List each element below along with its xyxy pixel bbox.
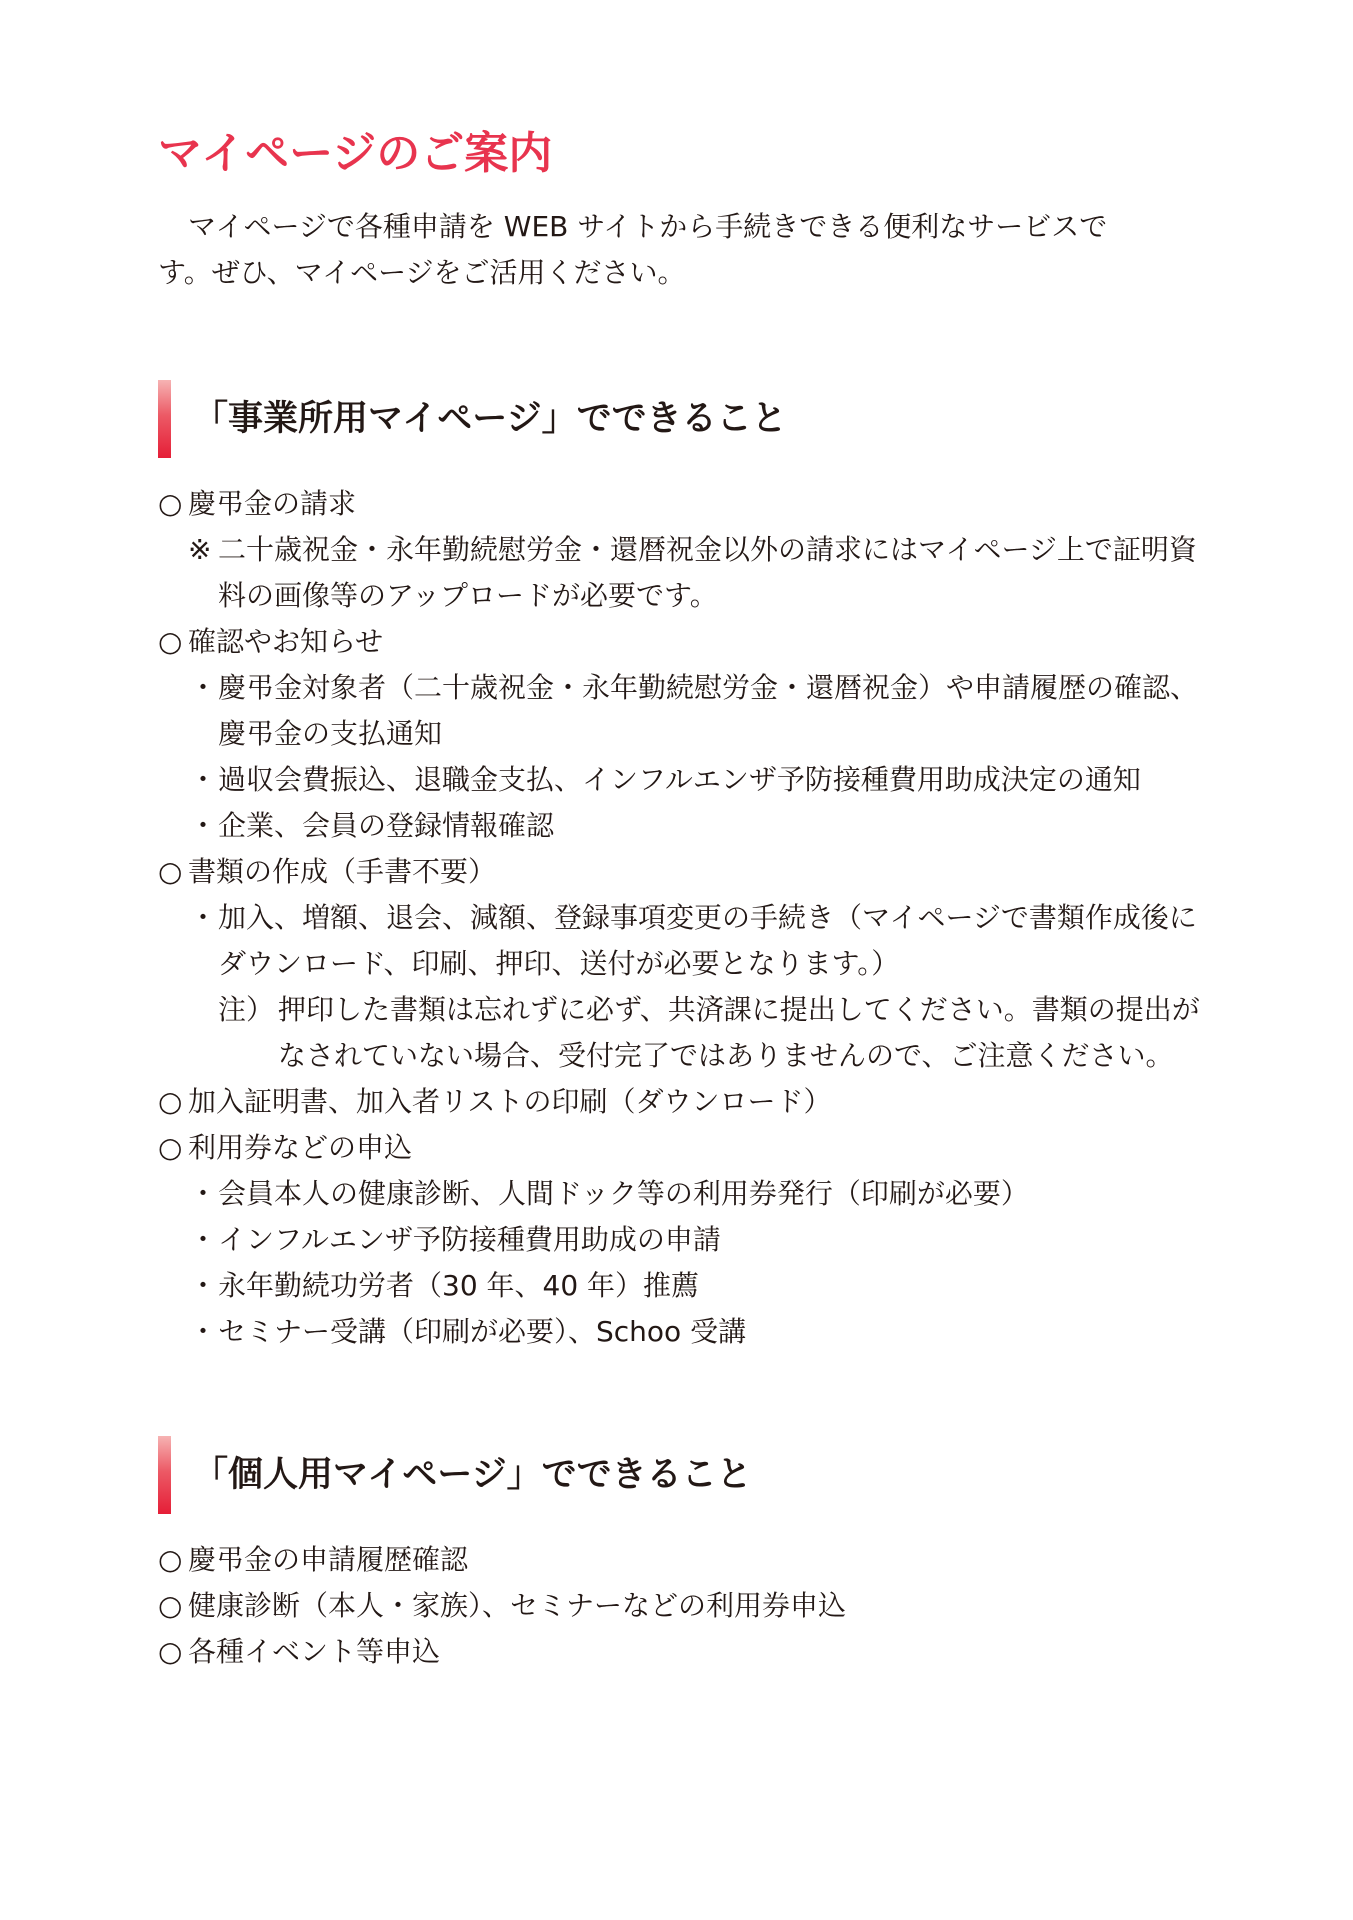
sub-list (158, 895, 1208, 987)
section-heading-label: 「事業所用マイページ」でできること (193, 399, 787, 439)
list-item-text: 書類の作成（手書不要） (188, 855, 497, 888)
list-item-text: 利用券などの申込 (188, 1131, 413, 1164)
sub-item-text: 会員本人の健康診断、人間ドック等の利用券発行（印刷が必要） (218, 1177, 1029, 1210)
sub-list-item (188, 1263, 1208, 1309)
list-item-text: 慶弔金の申請履歴確認 (188, 1543, 469, 1576)
section-heading-label: 「個人用マイページ」でできること (193, 1455, 752, 1495)
section-heading-office (158, 380, 787, 458)
sub-list-item (188, 803, 1208, 849)
dot-bullet-icon: ・ (188, 1177, 217, 1210)
sub-list (158, 665, 1208, 849)
dot-bullet-icon: ・ (188, 1269, 217, 1302)
list-item (158, 1629, 1208, 1675)
list-item (158, 481, 1208, 619)
note-prefix: 注） (218, 993, 275, 1026)
sub-list-item (188, 757, 1208, 803)
sub-item-text: 慶弔金対象者（二十歳祝金・永年勤続慰労金・還暦祝金）や申請履歴の確認、慶弔金の支払通知 (218, 671, 1199, 750)
list-item (158, 619, 1208, 849)
list-item-text: 健康診断（本人・家族）、セミナーなどの利用券申込 (188, 1589, 847, 1622)
circle-bullet-icon: ○ (158, 1543, 183, 1576)
sub-item-text: 過収会費振込、退職金支払、インフルエンザ予防接種費用助成決定の通知 (218, 763, 1141, 796)
list-item (158, 849, 1208, 1079)
sub-item-text: 二十歳祝金・永年勤続慰労金・還暦祝金以外の請求にはマイページ上で証明資料の画像等のアップロードが必要です。 (218, 533, 1197, 612)
dot-bullet-icon: ・ (188, 901, 217, 934)
heading-accent-bar (158, 1436, 171, 1514)
sub-list (158, 527, 1208, 619)
dot-bullet-icon: ・ (188, 1223, 217, 1256)
sub-list-item (188, 1309, 1208, 1355)
circle-bullet-icon: ○ (158, 855, 183, 888)
sub-list-item (188, 527, 1208, 619)
personal-features-list (158, 1537, 1208, 1675)
caution-note (158, 987, 1208, 1079)
dot-bullet-icon: ・ (188, 763, 217, 796)
intro-paragraph (158, 204, 1178, 296)
dot-bullet-icon: ・ (188, 671, 217, 704)
sub-list-item (188, 895, 1208, 987)
intro-line: マイページで各種申請を WEB サイトから手続きできる便利なサービスで (188, 210, 1108, 243)
section-heading-personal (158, 1436, 752, 1514)
list-item (158, 1537, 1208, 1583)
sub-list-item (188, 1171, 1208, 1217)
sub-item-text: インフルエンザ予防接種費用助成の申請 (218, 1223, 721, 1256)
circle-bullet-icon: ○ (158, 1635, 183, 1668)
circle-bullet-icon: ○ (158, 1131, 183, 1164)
note-text: 押印した書類は忘れずに必ず、共済課に提出してください。書類の提出がなされていない場合、受付完了ではありませんので、ご注意ください。 (278, 993, 1200, 1072)
office-features-list (158, 481, 1208, 1355)
sub-item-text: セミナー受講（印刷が必要）、Schoo 受講 (218, 1315, 747, 1348)
intro-line: す。ぜひ、マイページをご活用ください。 (158, 256, 686, 289)
circle-bullet-icon: ○ (158, 487, 183, 520)
circle-bullet-icon: ○ (158, 1589, 183, 1622)
heading-accent-bar (158, 380, 171, 458)
dot-bullet-icon: ・ (188, 1315, 217, 1348)
sub-item-text: 永年勤続功労者（30 年、40 年）推薦 (218, 1269, 700, 1302)
sub-list-item (188, 1217, 1208, 1263)
list-item (158, 1583, 1208, 1629)
list-item-text: 確認やお知らせ (188, 625, 384, 658)
sub-list (158, 1171, 1208, 1355)
sub-list-item (188, 665, 1208, 757)
circle-bullet-icon: ○ (158, 625, 183, 658)
page-title: マイページのご案内 (158, 128, 553, 179)
dot-bullet-icon: ・ (188, 809, 217, 842)
sub-item-text: 加入、増額、退会、減額、登録事項変更の手続き（マイページで書類作成後にダウンロード、印刷、押印、送付が必要となります。） (218, 901, 1197, 980)
circle-bullet-icon: ○ (158, 1085, 183, 1118)
list-item (158, 1079, 1208, 1125)
list-item (158, 1125, 1208, 1355)
list-item-text: 加入証明書、加入者リストの印刷（ダウンロード） (188, 1085, 832, 1118)
list-item-text: 各種イベント等申込 (188, 1635, 441, 1668)
reference-mark-icon: ※ (188, 533, 212, 566)
list-item-text: 慶弔金の請求 (188, 487, 357, 520)
sub-item-text: 企業、会員の登録情報確認 (218, 809, 555, 842)
